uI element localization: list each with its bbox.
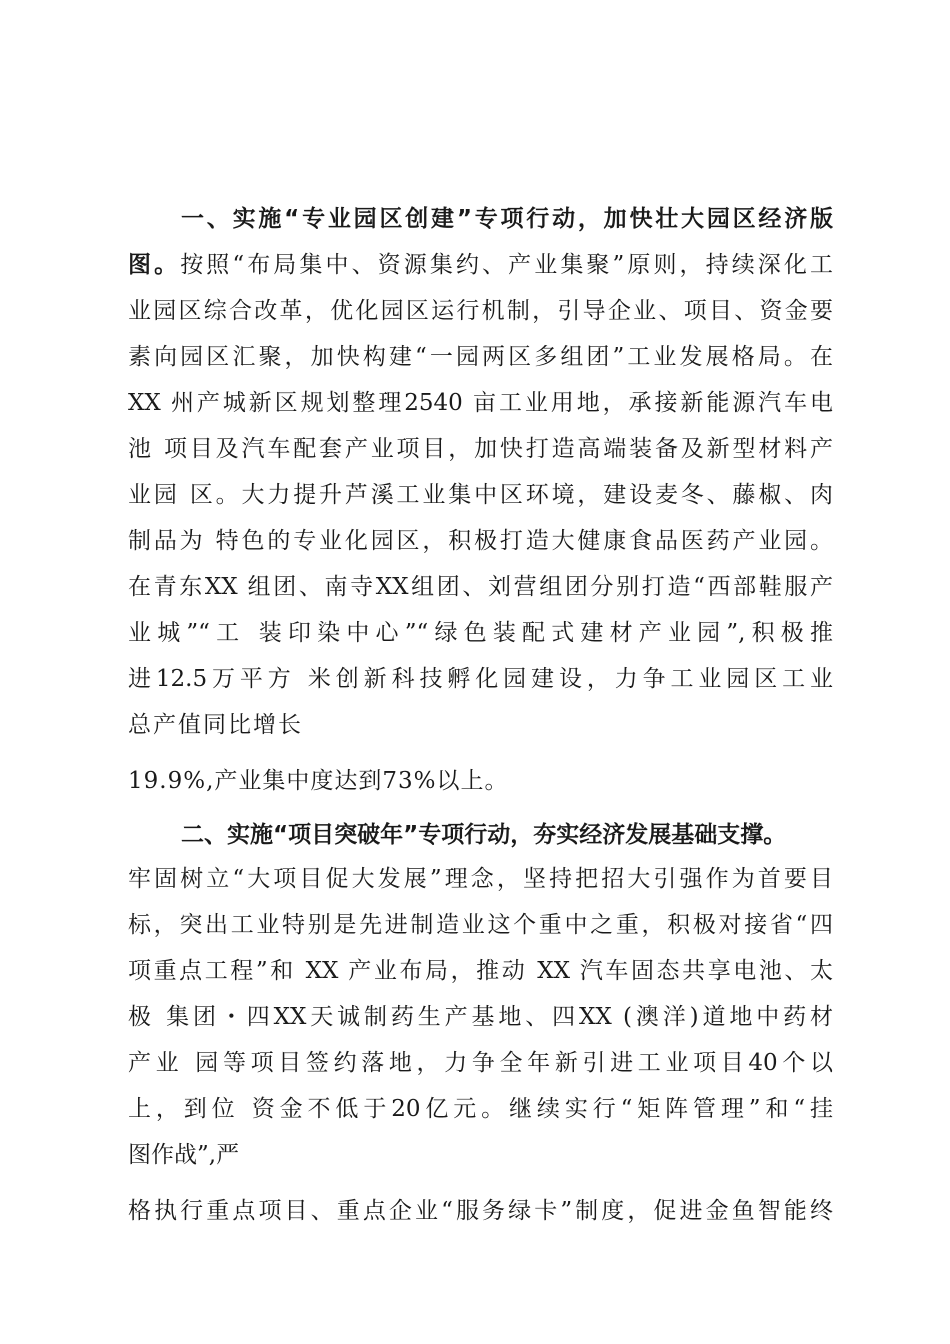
section1-line-3: 素向园区汇聚，加快构建“一园两区多组团”工业发展格局。在	[128, 344, 833, 370]
section2-line-1: 牢固树立“大项目促大发展”理念，坚持把招大引强作为首要目	[128, 866, 833, 892]
section1-heading-line	[181, 196, 833, 242]
section1-line-11: 总产值同比增长	[128, 712, 303, 738]
section1-line-4: XX 州产城新区规划整理2540 亩工业用地，承接新能源汽车电	[128, 390, 833, 416]
section2-line-5: 产业 园等项目签约落地，力争全年新引进工业项目40个以	[128, 1050, 833, 1076]
section1-text: 按照“布局集中、资源集约、产业集聚”原则，持续深化工	[180, 252, 833, 278]
section1-line-5: 池 项目及汽车配套产业项目，加快打造高端装备及新型材料产	[128, 436, 833, 462]
section1-line-9: 业城”“工 装印染中心”“绿色装配式建材产业园”,积极推	[128, 620, 833, 646]
section2-line-7: 图作战”,严	[128, 1142, 240, 1168]
section2-line-3: 项重点工程”和 XX 产业布局，推动 XX 汽车固态共享电池、太	[128, 958, 833, 984]
section1-heading: 一、实施“专业园区创建”专项行动，加快壮大园区经济版	[181, 206, 833, 232]
section2-tail: 格执行重点项目、重点企业“服务绿卡”制度，促进金鱼智能终	[128, 1198, 833, 1224]
section1-line-6: 业园 区。大力提升芦溪工业集中区环境，建设麦冬、藤椒、肉	[128, 482, 833, 508]
section2-line-2: 标，突出工业特别是先进制造业这个重中之重，积极对接省“四	[128, 912, 833, 938]
section1-line-7: 制品为 特色的专业化园区，积极打造大健康食品医药产业园。	[128, 528, 833, 554]
section2-heading-line	[181, 812, 833, 858]
section1-heading-end: 图。	[128, 252, 181, 278]
section1-line-2: 业园区综合改革，优化园区运行机制，引导企业、项目、资金要	[128, 298, 833, 324]
section2-line-4: 极 集团・四XX天诚制药生产基地、四XX (澳洋)道地中药材	[128, 1004, 833, 1030]
section2-heading: 二、实施“项目突破年”专项行动，夯实经济发展基础支撑。	[181, 822, 787, 848]
section2-line-6: 上，到位 资金不低于20亿元。继续实行“矩阵管理”和“挂	[128, 1096, 833, 1122]
section1-tail: 19.9%,产业集中度达到73%以上。	[128, 768, 509, 794]
section1-line-8: 在青东XX 组团、南寺XX组团、刘营组团分别打造“西部鞋服产	[128, 574, 833, 600]
section1-line-1	[128, 242, 833, 288]
section1-line-10: 进12.5万平方 米创新科技孵化园建设，力争工业园区工业	[128, 666, 833, 692]
